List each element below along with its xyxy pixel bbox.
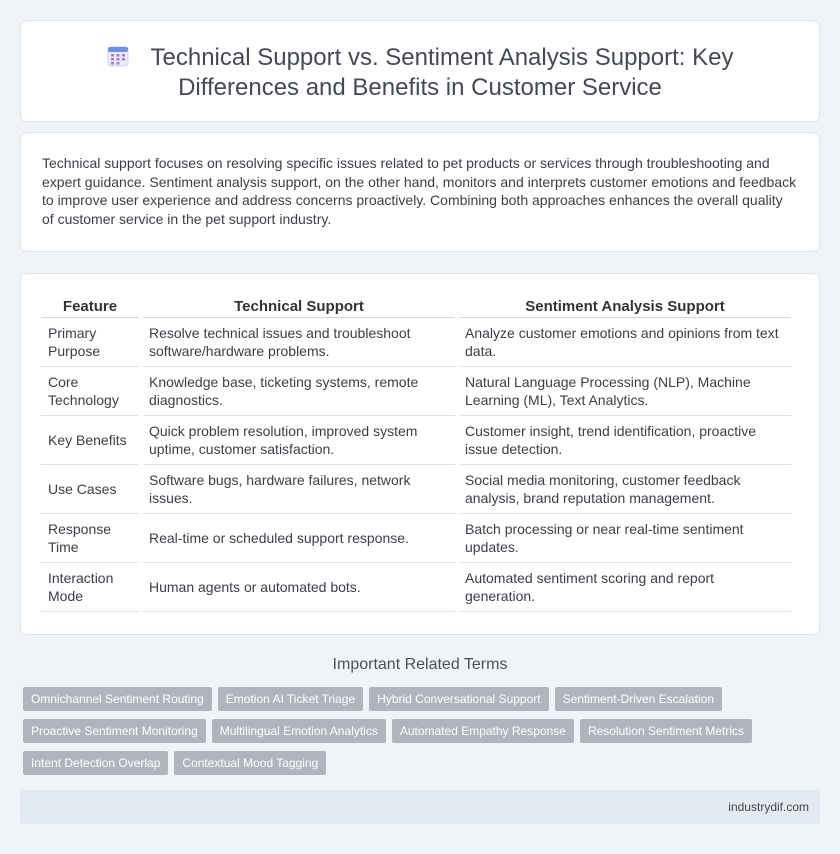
page-title-line-1: Technical Support vs. Sentiment Analysis Support: Key bbox=[150, 44, 734, 71]
related-terms-title: Important Related Terms bbox=[332, 656, 508, 673]
col-header-sentiment: Sentiment Analysis Support bbox=[459, 296, 791, 318]
related-term-tag[interactable]: Hybrid Conversational Support bbox=[369, 687, 548, 711]
table-row bbox=[41, 318, 791, 367]
table-row bbox=[41, 514, 791, 563]
comparison-table bbox=[37, 296, 795, 612]
table-header-row bbox=[41, 296, 791, 318]
title-card bbox=[20, 20, 820, 122]
related-terms-list bbox=[23, 687, 803, 775]
intro-card bbox=[20, 132, 820, 252]
related-term-tag[interactable]: Resolution Sentiment Metrics bbox=[580, 719, 752, 743]
intro-text: Technical support focuses on resolving specific issues related to pet products or services through troubleshooting and expert guidance. Sentiment analysis support, on the other hand, monitors and interprets customer emotions and feedback to improve user experience and address concerns proactively. Combining both approaches enhances the overall quality of customer service in the pet support industry. bbox=[42, 155, 797, 227]
table-row bbox=[41, 416, 791, 465]
page-title-line-2: Differences and Benefits in Customer Service bbox=[178, 74, 662, 101]
sentiment-cell: Social media monitoring, customer feedback analysis, brand reputation management. bbox=[459, 465, 791, 514]
feature-cell: Use Cases bbox=[41, 465, 139, 514]
related-term-tag[interactable]: Omnichannel Sentiment Routing bbox=[23, 687, 212, 711]
footer-site-link[interactable]: industrydif.com bbox=[728, 800, 809, 814]
feature-cell: Key Benefits bbox=[41, 416, 139, 465]
sentiment-cell: Analyze customer emotions and opinions from text data. bbox=[459, 318, 791, 367]
related-term-tag[interactable]: Emotion AI Ticket Triage bbox=[218, 687, 363, 711]
technical-cell: Human agents or automated bots. bbox=[143, 563, 455, 612]
col-header-technical: Technical Support bbox=[143, 296, 455, 318]
table-row bbox=[41, 563, 791, 612]
page-title bbox=[21, 43, 819, 103]
related-term-tag[interactable]: Contextual Mood Tagging bbox=[174, 751, 326, 775]
related-term-tag[interactable]: Automated Empathy Response bbox=[392, 719, 574, 743]
comparison-card bbox=[20, 273, 820, 635]
technical-cell: Quick problem resolution, improved system uptime, customer satisfaction. bbox=[143, 416, 455, 465]
sentiment-cell: Automated sentiment scoring and report generation. bbox=[459, 563, 791, 612]
related-term-tag[interactable]: Sentiment-Driven Escalation bbox=[555, 687, 722, 711]
table-row bbox=[41, 465, 791, 514]
technical-cell: Real-time or scheduled support response. bbox=[143, 514, 455, 563]
feature-cell: Interaction Mode bbox=[41, 563, 139, 612]
feature-cell: Core Technology bbox=[41, 367, 139, 416]
sentiment-cell: Batch processing or near real-time sentiment updates. bbox=[459, 514, 791, 563]
related-term-tag[interactable]: Intent Detection Overlap bbox=[23, 751, 168, 775]
sentiment-cell: Natural Language Processing (NLP), Machine Learning (ML), Text Analytics. bbox=[459, 367, 791, 416]
technical-cell: Resolve technical issues and troubleshoot software/hardware problems. bbox=[143, 318, 455, 367]
technical-cell: Software bugs, hardware failures, network issues. bbox=[143, 465, 455, 514]
related-term-tag[interactable]: Proactive Sentiment Monitoring bbox=[23, 719, 206, 743]
col-header-feature: Feature bbox=[41, 296, 139, 318]
related-term-tag[interactable]: Multilingual Emotion Analytics bbox=[212, 719, 386, 743]
feature-cell: Primary Purpose bbox=[41, 318, 139, 367]
calendar-icon bbox=[107, 45, 129, 67]
technical-cell: Knowledge base, ticketing systems, remote diagnostics. bbox=[143, 367, 455, 416]
footer-bar bbox=[20, 790, 820, 824]
feature-cell: Response Time bbox=[41, 514, 139, 563]
table-row bbox=[41, 367, 791, 416]
sentiment-cell: Customer insight, trend identification, proactive issue detection. bbox=[459, 416, 791, 465]
